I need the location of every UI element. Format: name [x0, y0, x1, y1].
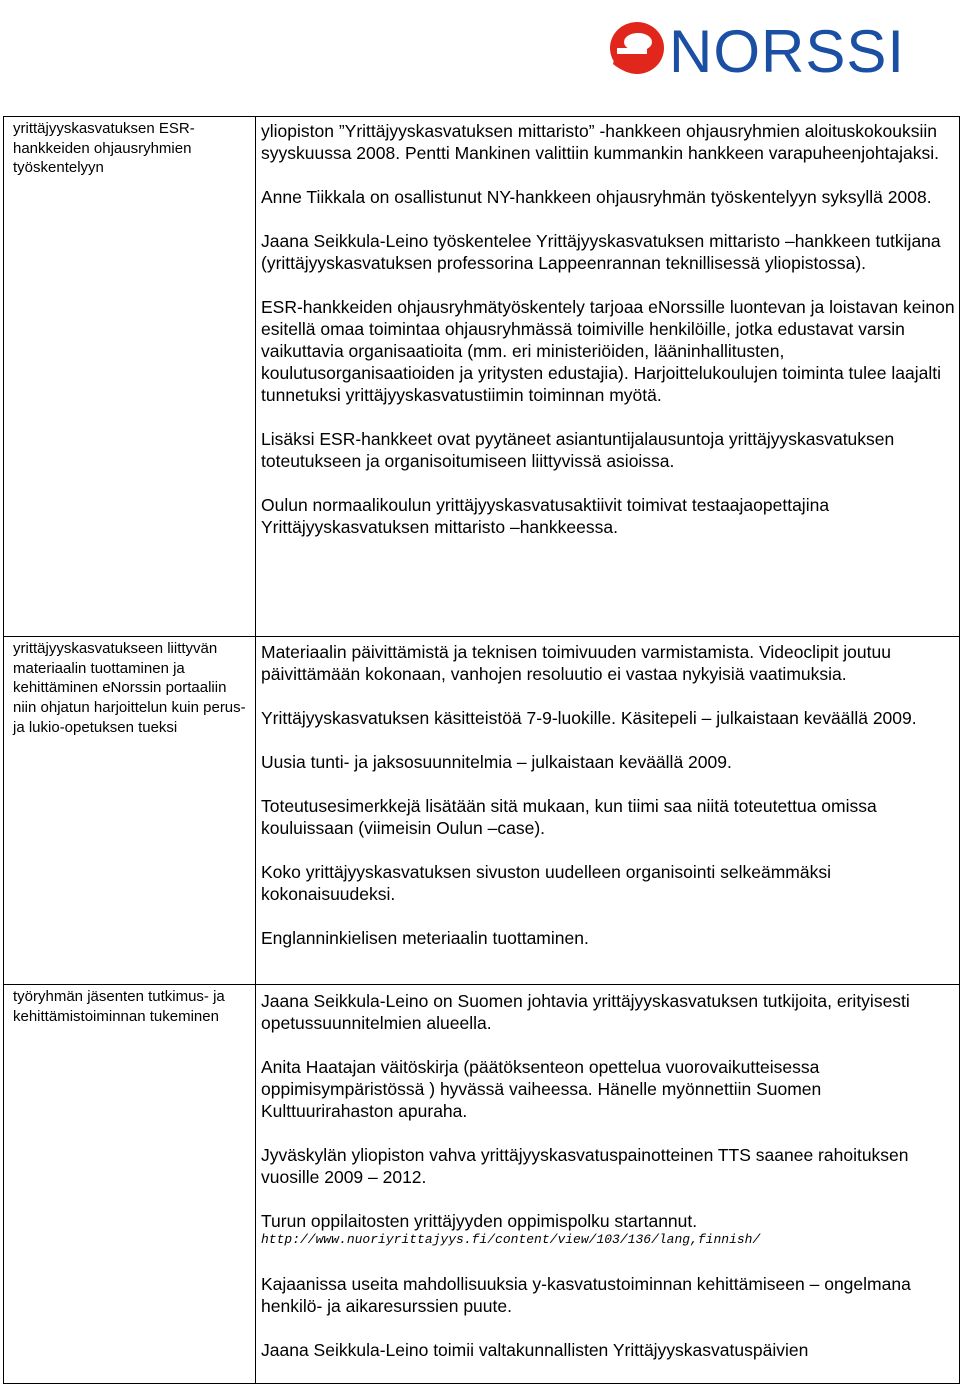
- paragraph: Kajaanissa useita mahdollisuuksia y-kasvatustoiminnan kehittämiseen – ongelmana henkilö- ja aikaresurssien puute.: [261, 1274, 911, 1316]
- table-row: [4, 985, 960, 1384]
- paragraph: Lisäksi ESR-hankkeet ovat pyytäneet asiantuntijalausuntoja yrittäjyyskasvatuksen toteutukseen ja organisoitumiseen liittyvissä asioissa.: [261, 429, 895, 471]
- logo-e-mark: [610, 22, 664, 74]
- paragraph: Koko yrittäjyyskasvatuksen sivuston uudelleen organisointi selkeämmäksi kokonaisuudeksi.: [261, 862, 831, 904]
- row-topic: työryhmän jäsenten tutkimus- ja kehittämistoiminnan tukeminen: [4, 985, 256, 1384]
- paragraph: Jaana Seikkula-Leino toimii valtakunnallisten Yrittäjyyskasvatuspäivien: [261, 1340, 809, 1360]
- report-table: [3, 116, 960, 1384]
- paragraph: yliopiston ”Yrittäjyyskasvatuksen mittaristo” -hankkeen ohjausryhmien aloituskokouksiin syyskuussa 2008. Pentti Mankinen valittiin kummankin hankkeen varapuheenjohtajaksi.: [261, 121, 940, 163]
- paragraph: Anne Tiikkala on osallistunut NY-hankkeen ohjausryhmän työskentelyyn syksyllä 2008.: [261, 187, 932, 207]
- row-content: [256, 985, 960, 1384]
- row-content: [256, 117, 960, 637]
- paragraph: Yrittäjyyskasvatuksen käsitteistöä 7-9-luokille. Käsitepeli – julkaistaan keväällä 2009.: [261, 708, 917, 728]
- row-content: [256, 637, 960, 985]
- row-topic: yrittäjyyskasvatuksen ESR-hankkeiden ohjausryhmien työskentelyyn: [4, 117, 256, 637]
- paragraph: Uusia tunti- ja jaksosuunnitelmia – julkaistaan keväällä 2009.: [261, 752, 732, 772]
- paragraph: Oulun normaalikoulun yrittäjyyskasvatusaktiivit toimivat testaajaopettajina Yrittäjyyskasvatuksen mittaristo –hankkeessa.: [261, 495, 830, 537]
- project-link[interactable]: http://www.nuoriyrittajyys.fi/content/view/103/136/lang,finnish/: [261, 1232, 761, 1247]
- table-row: [4, 637, 960, 985]
- paragraph: Jaana Seikkula-Leino työskentelee Yrittäjyyskasvatuksen mittaristo –hankkeen tutkijana (yrittäjyyskasvatuksen professorina Lappeenrannan teknillisessä yliopistossa).: [261, 231, 941, 273]
- paragraph: Jaana Seikkula-Leino on Suomen johtavia yrittäjyyskasvatuksen tutkijoita, erityisesti opetussuunnitelmien alueella.: [261, 991, 910, 1033]
- enorssi-logo: [605, 12, 905, 78]
- paragraph: Anita Haatajan väitöskirja (päätöksenteon opettelua vuorovaikutteisessa oppimisympäristössä ) hyvässä vaiheessa. Hänelle myönnettiin Suomen Kulttuurirahaston apuraha.: [261, 1057, 822, 1121]
- row-topic: yrittäjyyskasvatukseen liittyvän materiaalin tuottaminen ja kehittäminen eNorssin portaaliin niin ohjatun harjoittelun kuin perus- ja lukio-opetuksen tueksi: [4, 637, 256, 985]
- paragraph: Jyväskylän yliopiston vahva yrittäjyyskasvatuspainotteinen TTS saanee rahoituksen vuosille 2009 – 2012.: [261, 1145, 909, 1187]
- logo-wordmark: NORSSI: [669, 18, 905, 78]
- paragraph: Materiaalin päivittämistä ja teknisen toimivuuden varmistamista. Videoclipit joutuu päivittämään kokonaan, vanhojen resoluutio ei vastaa nykyisiä vaatimuksia.: [261, 642, 891, 684]
- paragraph: Toteutusesimerkkejä lisätään sitä mukaan, kun tiimi saa niitä toteutettua omissa kouluissaan (viimeisin Oulun –case).: [261, 796, 877, 838]
- paragraph: ESR-hankkeiden ohjausryhmätyöskentely tarjoaa eNorssille luontevan ja loistavan keinon esitellä omaa toimintaa ohjausryhmässä toimiville henkilöille, jotka edustavat varsin vaikuttavia organisaatioita (mm. eri ministeriöiden, lääninhallitusten, koulutusorganisaatioiden ja yritysten edustajia). Harjoittelukoulujen toiminta tulee laajalti tunnetuksi yrittäjyyskasvatustiimin toiminnan myötä.: [261, 297, 955, 405]
- table-row: [4, 117, 960, 637]
- paragraph: Turun oppilaitosten yrittäjyyden oppimispolku startannut.: [261, 1211, 698, 1231]
- paragraph: Englanninkielisen meteriaalin tuottaminen.: [261, 928, 589, 948]
